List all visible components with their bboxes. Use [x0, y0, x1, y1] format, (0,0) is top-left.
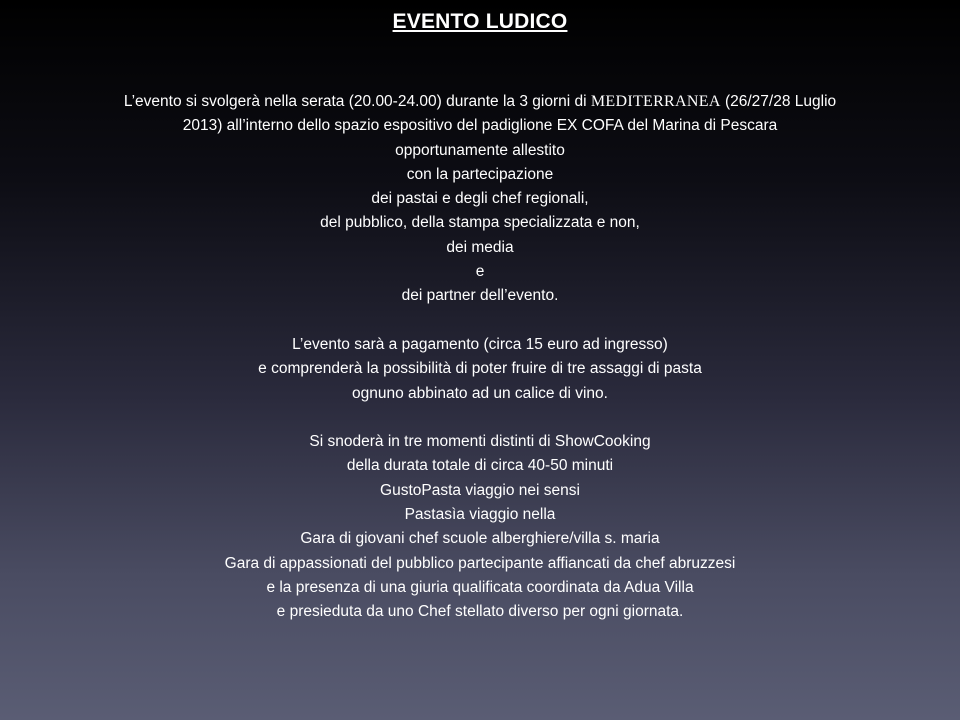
slide-title: EVENTO LUDICO — [392, 10, 568, 33]
brand-name: MEDITERRANEA — [590, 93, 721, 110]
text-line: ognuno abbinato ad un calice di vino. — [352, 384, 608, 402]
text-line: del pubblico, della stampa specializzata e non, — [320, 214, 640, 232]
slide-body — [20, 90, 940, 625]
paragraph-gap — [20, 309, 940, 333]
text-line: e la presenza di una giuria qualificata coordinata da Adua Villa — [266, 578, 694, 596]
text-line: della durata totale di circa 40-50 minuti — [346, 457, 614, 475]
text-line: Gara di appassionati del pubblico partecipante affiancati da chef abruzzesi — [224, 554, 736, 572]
text-line: dei pastai e degli chef regionali, — [371, 190, 589, 208]
text-line: Pastasìa viaggio nella — [404, 506, 556, 524]
text-line: opportunamente allestito — [395, 141, 565, 159]
text-line — [20, 90, 940, 114]
text-segment: L’evento si svolgerà nella serata (20.00-24.00) durante la 3 giorni di — [123, 93, 591, 110]
text-line: Gara di giovani chef scuole alberghiere/villa s. maria — [300, 530, 660, 548]
text-line: GustoPasta viaggio nei sensi — [380, 481, 580, 499]
text-segment: (26/27/28 Luglio — [720, 93, 837, 110]
paragraph-gap — [20, 406, 940, 430]
text-line: e presieduta da uno Chef stellato diverso per ogni giornata. — [276, 603, 684, 621]
text-line: Si snoderà in tre momenti distinti di ShowCooking — [309, 433, 651, 451]
text-line: e — [475, 263, 485, 281]
text-line: dei partner dell’evento. — [401, 287, 559, 305]
text-line: e comprenderà la possibilità di poter fruire di tre assaggi di pasta — [258, 360, 702, 378]
text-line: 2013) all’interno dello spazio espositivo del padiglione EX COFA del Marina di Pescara — [182, 117, 778, 135]
text-line: con la partecipazione — [406, 165, 554, 183]
text-line: dei media — [446, 238, 514, 256]
text-line: L’evento sarà a pagamento (circa 15 euro ad ingresso) — [292, 335, 668, 353]
